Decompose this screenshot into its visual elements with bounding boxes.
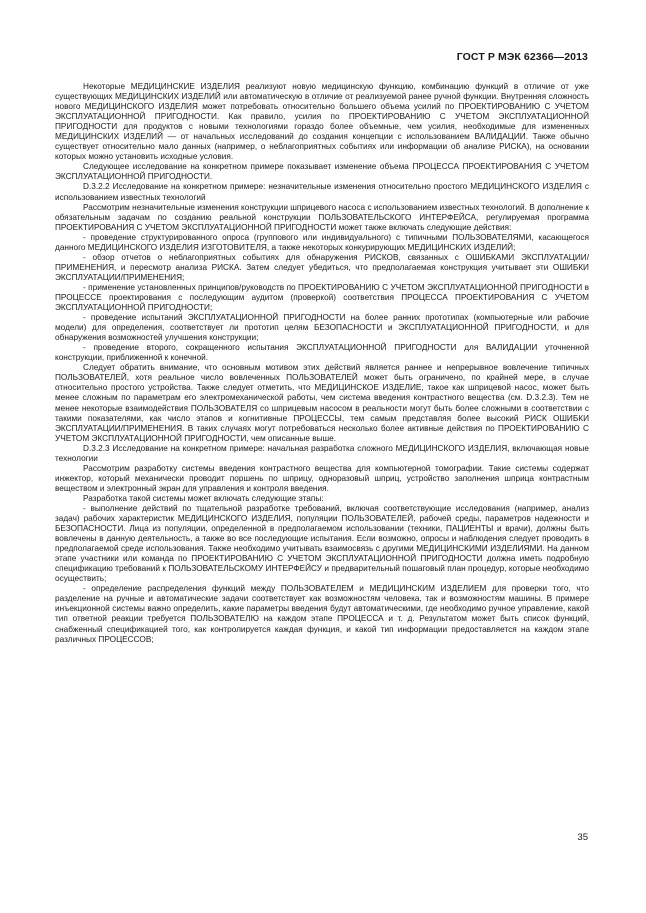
list-item: - обзор отчетов о неблагоприятных событиях для обнаружения РИСКОВ, связанных с ОШИБКАМИ ЭКСПЛУАТАЦИИ/ПРИМЕНЕНИЯ, и пересмотр анализа РИСКА. Затем следует убедиться, что предполагаемая конструкция учитывает эти ОШИБКИ ЭКСПЛУАТАЦИИ/ПРИМЕНЕНИЯ; — [55, 252, 589, 282]
paragraph: Рассмотрим разработку системы введения контрастного вещества для компьютерной томографии. Такие системы содержат инжектор, который механически проводит поршень по шприцу, одноразовый шприц, устройство заполнения шприца контрастным веществом и электронный экран для управления и контроля введения. — [55, 463, 589, 493]
page-number: 35 — [577, 832, 588, 843]
body-text — [55, 82, 589, 645]
paragraph: Следует обратить внимание, что основным мотивом этих действий является раннее и непрерывное вовлечение типичных ПОЛЬЗОВАТЕЛЕЙ, хотя реальное число вовлеченных ПОЛЬЗОВАТЕЛЕЙ может быть ограничено, по крайней мере, в случае относительно простого устройства. Также следует отметить, что МЕДИЦИНСКОЕ ИЗДЕЛИЕ, такое как шприцевой насос, может быть менее сложным по параметрам его электромеханической работы, чем система введения контрастного вещества (см. D.3.2.3). Тем не менее некоторые взаимодействия ПОЛЬЗОВАТЕЛЯ со шприцевым насосом в реальности могут быть более сложными в соответствии с такими показателями, как число этапов и когнитивные ПРОЦЕССЫ, тем самым представляя более высокий РИСК ОШИБКИ ЭКСПЛУАТАЦИИ/ПРИМЕНЕНИЯ. В таких случаях могут потребоваться несколько более активные действия по ПРОЕКТИРОВАНИЮ С УЧЕТОМ ЭКСПЛУАТАЦИОННОЙ ПРИГОДНОСТИ, чем описанные выше. — [55, 363, 589, 443]
paragraph: Следующее исследование на конкретном примере показывает изменение объема ПРОЦЕССА ПРОЕКТИРОВАНИЯ С УЧЕТОМ ЭКСПЛУАТАЦИОННОЙ ПРИГОДНОСТИ. — [55, 162, 589, 182]
section-heading: D.3.2.2 Исследование на конкретном примере: незначительные изменения относительно простого МЕДИЦИНСКОГО ИЗДЕЛИЯ с использованием известных технологий — [55, 182, 589, 202]
list-item: - определение распределения функций между ПОЛЬЗОВАТЕЛЕМ и МЕДИЦИНСКИМ ИЗДЕЛИЕМ для проверки того, что разделение на ручные и автоматические задачи соответствует как возможностям человека, так и возможностям машины. В примере инъекционной системы важно определить, какие параметры введения будут автоматическими, где необходимо ручное управление, какой тип ответной реакции требуется ПОЛЬЗОВАТЕЛЮ на каждом этапе ПРОЦЕССА и т. д. Результатом может быть список функций, снабженный спецификацией того, как контролируется каждая функция, и какой тип информации предоставляется на каждом этапе различных ПРОЦЕССОВ; — [55, 584, 589, 644]
list-item: - применение установленных принципов/руководств по ПРОЕКТИРОВАНИЮ С УЧЕТОМ ЭКСПЛУАТАЦИОННОЙ ПРИГОДНОСТИ в ПРОЦЕССЕ проектирования с последующим аудитом (проверкой) соответствия ПРОЦЕССА ПРОЕКТИРОВАНИЯ С УЧЕТОМ ЭКСПЛУАТАЦИОННОЙ ПРИГОДНОСТИ; — [55, 282, 589, 313]
list-item: - проведение второго, сокращенного испытания ЭКСПЛУАТАЦИОННОЙ ПРИГОДНОСТИ для ВАЛИДАЦИИ уточненной конструкции, приближенной к конечной. — [55, 343, 589, 363]
list-item: - выполнение действий по тщательной разработке требований, включая соответствующие исследования (например, анализ задач) рабочих характеристик МЕДИЦИНСКОГО ИЗДЕЛИЯ, популяции ПОЛЬЗОВАТЕЛЕЙ, рабочей среды, параметров надежности и БЕЗОПАСНОСТИ. Лица из популяции, определенной в предполагаемом использовании (техники, ПАЦИЕНТЫ и врачи), должны быть вовлечены в данную деятельность, а также во все последующие испытания. Если возможно, опросы и наблюдения следует проводить в предполагаемой среде использования. Также необходимо учитывать взаимосвязь с другими МЕДИЦИНСКИМИ ИЗДЕЛИЯМИ. На данном этапе участники или команда по ПРОЕКТИРОВАНИЮ С УЧЕТОМ ЭКСПЛУАТАЦИОННОЙ ПРИГОДНОСТИ должна иметь подробную спецификацию требований к ПОЛЬЗОВАТЕЛЬСКОМУ ИНТЕРФЕЙСУ и предварительный пошаговый план процедур, которые необходимо осуществить; — [55, 503, 589, 584]
paragraph: Разработка такой системы может включать следующие этапы: — [83, 493, 324, 503]
document-header: ГОСТ Р МЭК 62366—2013 — [456, 51, 588, 63]
section-heading: D.3.2.3 Исследование на конкретном примере: начальная разработка сложного МЕДИЦИНСКОГО ИЗДЕЛИЯ, включающая новые технологии — [55, 443, 589, 463]
paragraph: Рассмотрим незначительные изменения конструкции шприцевого насоса с использованием известных технологий. В дополнение к обязательным задачам по созданию реальной конструкции ПОЛЬЗОВАТЕЛЬСКОГО ИНТЕРФЕЙСА, регулируемая программа ПРОЕКТИРОВАНИЯ С УЧЕТОМ ЭКСПЛУАТАЦИОННОЙ ПРИГОДНОСТИ может также включать следующие действия: — [55, 202, 589, 232]
paragraph: Некоторые МЕДИЦИНСКИЕ ИЗДЕЛИЯ реализуют новую медицинскую функцию, комбинацию функций в отличие от уже существующих МЕДИЦИНСКИХ ИЗДЕЛИЙ или автоматическую в отличие от реализуемой ранее ручной функции. Внутренняя сложность нового МЕДИЦИНСКОГО ИЗДЕЛИЯ может потребовать относительно большего объема усилий по ПРОЕКТИРОВАНИЮ С УЧЕТОМ ЭКСПЛУАТАЦИОННОЙ ПРИГОДНОСТИ. Как правило, усилия по ПРОЕКТИРОВАНИЮ С УЧЕТОМ ЭКСПЛУАТАЦИОННОЙ ПРИГОДНОСТИ для продуктов с новыми технологиями гораздо более объемные, чем усилия, необходимые для измененных МЕДИЦИНСКИХ ИЗДЕЛИЙ — от начальных исследований до создания концепции с использованием ВАЛИДАЦИИ. Также обычно существует относительно мало данных (например, о неблагоприятных событиях или информации об анализе РИСКА), на основании которых можно установить исходные условия. — [55, 82, 589, 162]
list-item: - проведение испытаний ЭКСПЛУАТАЦИОННОЙ ПРИГОДНОСТИ на более ранних прототипах (компьютерные или рабочие модели) для определения, соответствует ли прототип целям БЕЗОПАСНОСТИ и ЭКСПЛУАТАЦИОННОЙ ПРИГОДНОСТИ, и для обнаружения возможностей улучшения конструкции; — [55, 313, 589, 343]
list-item: - проведение структурированного опроса (группового или индивидуального) с типичными ПОЛЬЗОВАТЕЛЯМИ, касающегося данного МЕДИЦИНСКОГО ИЗДЕЛИЯ ИЗГОТОВИТЕЛЯ, а также некоторых конкурирующих МЕДИЦИНСКИХ ИЗДЕЛИЙ; — [55, 232, 589, 252]
